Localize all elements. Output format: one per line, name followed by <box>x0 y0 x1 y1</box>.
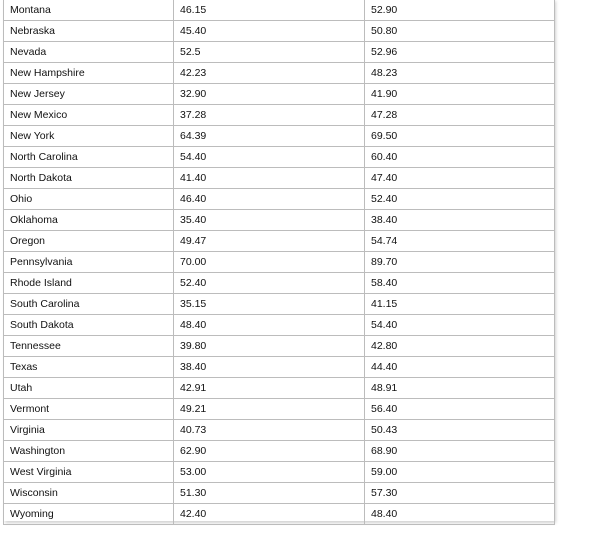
first-value-cell: 41.40 <box>174 168 365 189</box>
state-name-cell: Utah <box>4 378 174 399</box>
first-value-cell: 54.40 <box>174 147 365 168</box>
second-value-cell: 47.40 <box>365 168 555 189</box>
state-values-table <box>3 0 555 525</box>
first-value-cell: 32.90 <box>174 84 365 105</box>
table-row <box>4 399 555 420</box>
first-value-cell: 48.40 <box>174 315 365 336</box>
first-value-cell: 51.30 <box>174 483 365 504</box>
state-values-table-container <box>3 0 554 521</box>
state-name-cell: New Jersey <box>4 84 174 105</box>
second-value-cell: 52.40 <box>365 189 555 210</box>
first-value-cell: 38.40 <box>174 357 365 378</box>
table-row <box>4 273 555 294</box>
state-name-cell: Texas <box>4 357 174 378</box>
first-value-cell: 46.40 <box>174 189 365 210</box>
state-name-cell: West Virginia <box>4 462 174 483</box>
table-row <box>4 147 555 168</box>
second-value-cell: 56.40 <box>365 399 555 420</box>
state-name-cell: Tennessee <box>4 336 174 357</box>
first-value-cell: 42.91 <box>174 378 365 399</box>
second-value-cell: 41.90 <box>365 84 555 105</box>
first-value-cell: 35.40 <box>174 210 365 231</box>
second-value-cell: 48.40 <box>365 504 555 525</box>
table-row <box>4 105 555 126</box>
second-value-cell: 47.28 <box>365 105 555 126</box>
table-row <box>4 252 555 273</box>
state-name-cell: Wyoming <box>4 504 174 525</box>
second-value-cell: 69.50 <box>365 126 555 147</box>
second-value-cell: 48.91 <box>365 378 555 399</box>
state-name-cell: Rhode Island <box>4 273 174 294</box>
state-name-cell: New Hampshire <box>4 63 174 84</box>
state-name-cell: New Mexico <box>4 105 174 126</box>
table-row <box>4 84 555 105</box>
state-name-cell: Oklahoma <box>4 210 174 231</box>
first-value-cell: 39.80 <box>174 336 365 357</box>
table-row <box>4 420 555 441</box>
second-value-cell: 60.40 <box>365 147 555 168</box>
state-name-cell: North Carolina <box>4 147 174 168</box>
table-row <box>4 42 555 63</box>
first-value-cell: 49.47 <box>174 231 365 252</box>
first-value-cell: 40.73 <box>174 420 365 441</box>
table-row <box>4 462 555 483</box>
first-value-cell: 49.21 <box>174 399 365 420</box>
second-value-cell: 44.40 <box>365 357 555 378</box>
state-name-cell: Washington <box>4 441 174 462</box>
table-body <box>4 0 555 525</box>
first-value-cell: 42.23 <box>174 63 365 84</box>
table-row <box>4 0 555 21</box>
second-value-cell: 58.40 <box>365 273 555 294</box>
table-row <box>4 336 555 357</box>
second-value-cell: 54.40 <box>365 315 555 336</box>
table-row <box>4 189 555 210</box>
second-value-cell: 50.80 <box>365 21 555 42</box>
first-value-cell: 70.00 <box>174 252 365 273</box>
first-value-cell: 45.40 <box>174 21 365 42</box>
state-name-cell: North Dakota <box>4 168 174 189</box>
first-value-cell: 37.28 <box>174 105 365 126</box>
second-value-cell: 54.74 <box>365 231 555 252</box>
second-value-cell: 38.40 <box>365 210 555 231</box>
second-value-cell: 59.00 <box>365 462 555 483</box>
state-name-cell: Ohio <box>4 189 174 210</box>
table-row <box>4 168 555 189</box>
state-name-cell: Wisconsin <box>4 483 174 504</box>
first-value-cell: 35.15 <box>174 294 365 315</box>
state-name-cell: Vermont <box>4 399 174 420</box>
first-value-cell: 42.40 <box>174 504 365 525</box>
table-row <box>4 315 555 336</box>
state-name-cell: Virginia <box>4 420 174 441</box>
second-value-cell: 89.70 <box>365 252 555 273</box>
second-value-cell: 48.23 <box>365 63 555 84</box>
table-row <box>4 504 555 525</box>
table-row <box>4 378 555 399</box>
second-value-cell: 52.96 <box>365 42 555 63</box>
state-name-cell: Pennsylvania <box>4 252 174 273</box>
state-name-cell: Montana <box>4 0 174 21</box>
table-row <box>4 483 555 504</box>
table-row <box>4 231 555 252</box>
state-name-cell: Nevada <box>4 42 174 63</box>
second-value-cell: 68.90 <box>365 441 555 462</box>
second-value-cell: 50.43 <box>365 420 555 441</box>
table-row <box>4 21 555 42</box>
first-value-cell: 62.90 <box>174 441 365 462</box>
state-name-cell: South Carolina <box>4 294 174 315</box>
table-row <box>4 126 555 147</box>
table-row <box>4 357 555 378</box>
state-name-cell: Nebraska <box>4 21 174 42</box>
first-value-cell: 53.00 <box>174 462 365 483</box>
first-value-cell: 46.15 <box>174 0 365 21</box>
second-value-cell: 57.30 <box>365 483 555 504</box>
second-value-cell: 42.80 <box>365 336 555 357</box>
first-value-cell: 52.40 <box>174 273 365 294</box>
first-value-cell: 64.39 <box>174 126 365 147</box>
first-value-cell: 52.5 <box>174 42 365 63</box>
table-row <box>4 63 555 84</box>
state-name-cell: South Dakota <box>4 315 174 336</box>
second-value-cell: 41.15 <box>365 294 555 315</box>
state-name-cell: New York <box>4 126 174 147</box>
state-name-cell: Oregon <box>4 231 174 252</box>
table-row <box>4 294 555 315</box>
table-row <box>4 210 555 231</box>
table-row <box>4 441 555 462</box>
second-value-cell: 52.90 <box>365 0 555 21</box>
